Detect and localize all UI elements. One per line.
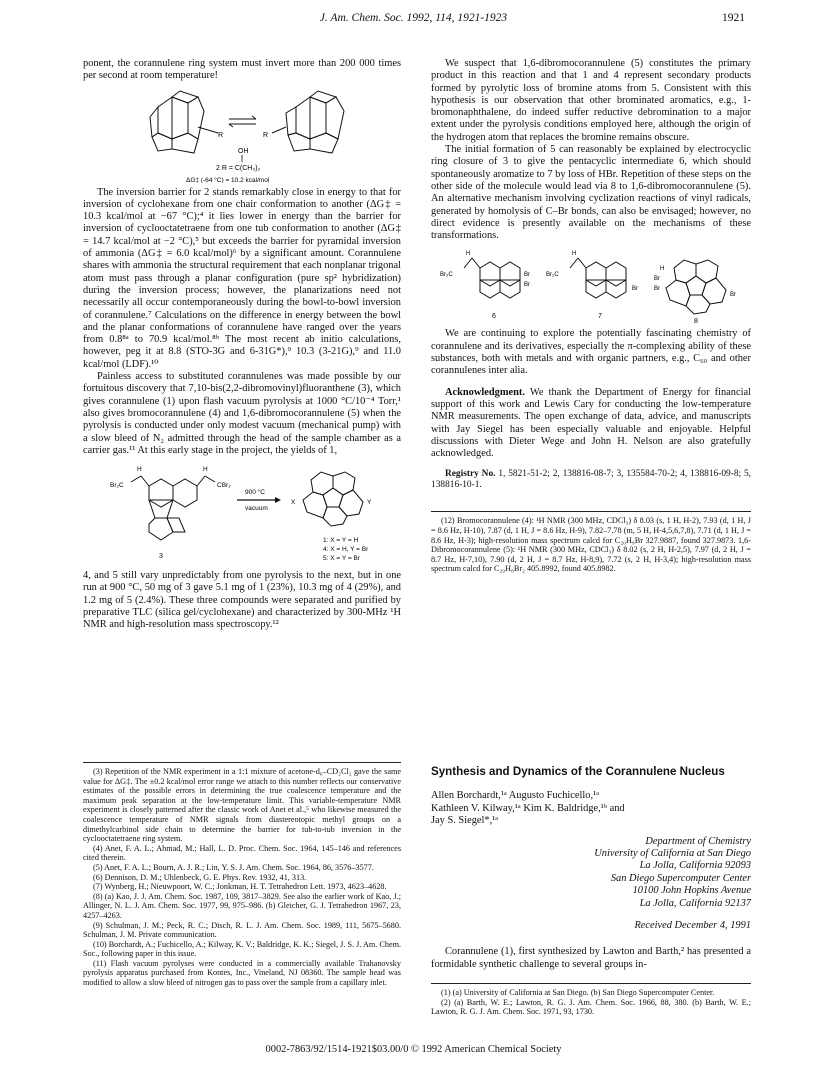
footnote: (3) Repetition of the NMR experiment in a 1:1 mixture of acetone-d₆–CD₂Cl₂ gave the same value for ΔG‡. The ±0.2 kcal/mol error range we attach to this number reflects our conservative estimates of the possible errors in determining the true coalescence temperature and the maximum peak separation at the low-temperature limit. This variable-temperature NMR experiment is closely patterned after the classic work of Anet et al.,⁵ who likewise measured the coalescence temperature of NMR signals from diastereotopic methyl groups on a dimethylcarbinol side chain to determine the barrier for tub-to-tub inversion in the cyclooctatetraene ring system.: [83, 767, 401, 844]
h-label: H: [466, 251, 471, 258]
br-label: Br: [524, 272, 530, 279]
bowl-inversion-diagram: [132, 87, 352, 183]
legend-1: 1: X = Y = H: [323, 537, 359, 545]
h-label: H: [203, 466, 208, 474]
br2c-label: Br₂C: [110, 482, 124, 490]
h-label: H: [660, 266, 665, 273]
br-label: Br: [524, 282, 530, 289]
affiliation-line: San Diego Supercomputer Center: [610, 872, 751, 884]
acknowledgment-text: We thank the Department of Energy for financial support of this work and Lewis Cary for conducting the low-temperature NMR measurements. The open exchange of data, advice, and manuscripts with Jay Siegel has been especially valuable and enjoyable. Helpful discussions with Dieter Wege and John H. Nelson are also gratefully acknowledged.: [431, 386, 751, 460]
br2c-label: Br₂C: [440, 272, 453, 279]
footnote-rule: [431, 511, 751, 512]
footnote-12-block: [431, 516, 751, 574]
paragraph: The inversion barrier for 2 stands remarkably close in energy to that for inversion of cyclohexane from one chair conformation to another (ΔG‡ = 10.3 kcal/mol at −67 °C);⁴ it lies lower in energy than the barrier for inversion of cyclooctatetraene from one tub conformation to another (ΔG‡ = 14.7 kcal/mol at −2 °C),⁵ but exceeds the barrier for pyramidal inversion of ammonia (ΔG‡ = 6.0 kcal/mol)⁶ by a significant amount. Corannulene shares with ammonia the structural requirement that each nonplanar trigonal atom must pass through a planar configuration (pure sp² hybridization) during the inversion process; however, the planarizations need not necessarily all occur contemporaneously during the bowl-to-bowl inversion of corannulene.⁷ Calculations on the difference in energy between the bowl and the planar conformations of corannulene have ranged over the years from 0.8⁸ᵃ to 70.9 kcal/mol.⁸ᵇ The most recent ab initio calculations, however, peg it at 8.8 (STO-3G and 6-31G*),⁹ 10.3 (3-21G),⁹ and 11.0 kcal/mol (LDF).¹⁰: [83, 186, 401, 370]
cbr2-label: CBr₂: [217, 482, 231, 490]
article-title: Synthesis and Dynamics of the Corannulene Nucleus: [431, 765, 725, 778]
legend-4: 4: X = H, Y = Br: [323, 546, 369, 554]
figure-inversion: [83, 87, 401, 183]
br-label: Br: [730, 292, 736, 299]
footnote: (8) (a) Kao, J. J. Am. Chem. Soc. 1987, 109, 3817–3829. See also the earlier work of Kao, J.; Allinger, N. L. J. Am. Chem. Soc. 1977, 99, 975–986. (b) Gleicher, G. J. Tetrahedron 1967, 23, 4257–4263.: [83, 891, 401, 920]
registry-text: 1, 5821-51-2; 2, 138816-08-7; 3, 135584-70-2; 4, 138816-09-8; 5, 138816-10-1.: [431, 469, 751, 491]
energy-label: ΔG‡ (-64 °C) = 10.2 kcal/mol: [186, 176, 270, 183]
br2c-label: Br₂C: [546, 272, 559, 279]
acknowledgment-heading: Acknowledgment.: [445, 386, 525, 398]
journal-citation: J. Am. Chem. Soc. 1992, 114, 1921-1923: [319, 12, 508, 24]
oh-label: OH: [238, 147, 249, 155]
authors-line: Jay S. Siegel*,¹ᵃ: [431, 815, 499, 827]
page-footer: 0002-7863/92/1514-1921$03.00/0 © 1992 American Chemical Society: [265, 1044, 562, 1055]
compound-8-label: 8: [694, 318, 698, 325]
affiliation-line: La Jolla, California 92137: [639, 897, 751, 909]
affiliation-line: 10100 John Hopkins Avenue: [632, 885, 751, 897]
authors-line: Kathleen V. Kilway,¹ᵃ Kim K. Baldridge,¹ᵇ and: [431, 802, 625, 814]
footnote: (10) Borchardt, A.; Fuchicello, A.; Kilway, K. V.; Baldridge, K. K.; Siegel, J. S. J. Am. Chem. Soc., following paper in this issue.: [83, 939, 401, 959]
y-substituent-label: Y: [367, 499, 372, 507]
compound-2-label: 2 R = C(CH₃)₂: [216, 164, 261, 172]
compound-6-label: 6: [492, 313, 496, 321]
footnote: (1) (a) University of California at San Diego. (b) San Diego Supercomputer Center.: [441, 987, 715, 997]
r-label-right: R: [263, 131, 269, 139]
affiliation-line: Department of Chemistry: [645, 835, 751, 847]
page-number: 1921: [722, 12, 745, 24]
footnote-rule: [83, 762, 401, 763]
compound-7-label: 7: [598, 313, 602, 321]
registry-numbers: [431, 469, 751, 491]
paragraph: ponent, the corannulene ring system must invert more than 200 000 times per second at room temperature!: [83, 58, 401, 82]
footnote-rule: [431, 983, 751, 984]
legend-5: 5: X = Y = Br: [323, 555, 360, 563]
registry-heading: Registry No.: [445, 469, 496, 480]
left-footnotes: [83, 762, 401, 988]
paragraph: We suspect that 1,6-dibromocorannulene (5) constitutes the primary product in this reaction and that 1 and 4 represent secondary products formed by pyrolytic loss of bromine atoms from 5. Consistent with this hypothesis is our observation that other brominated aromatics, e.g., 1-bromonaphthalene, do indeed suffer reductive debromination to a major extent under the pyrolysis conditions employed here, although the origin of the hydrogen atom that replaces the bromine remains obscure.: [431, 58, 751, 143]
footnote: (4) Anet, F. A. L.; Ahmad, M.; Hall, L. D. Proc. Chem. Soc. 1964, 145–146 and references cited therein.: [83, 843, 401, 863]
footnote: (2) (a) Barth, W. E.; Lawton, R. G. J. Am. Chem. Soc. 1966, 88, 380. (b) Barth, W. E.; Lawton, R. G. J. Am. Chem. Soc. 1971, 93, 1730.: [431, 997, 751, 1017]
footnote: (12) Bromocorannulene (4): ¹H NMR (300 MHz, CDCl₃) δ 8.03 (s, 1 H, H-2), 7.93 (d, 1 H, J = 8.6 Hz, H-10), 7.87 (d, 1 H, J = 8.6 Hz, H-9), 7.82–7.78 (m, 5 H, H-4,5,6,7,8), 7.71 (d, 1 H, J = 8.6 Hz, H-3); high-resolution mass spectrum calcd for C₂₀H₉Br 327.9887, found 327.9873. 1,6-Dibromocorannulene (5): ¹H NMR (300 MHz, CDCl₃) δ 8.02 (s, 2 H, H-2,5), 7.97 (d, 2 H, J = 8.7 Hz, H-7,10), 7.90 (d, 2 H, J = 8.7 Hz, H-8,9), 7.72 (s, 2 H, H-3,4); high-resolution mass spectrum calcd for C₂₀H₈Br₂ 405.8992, found 405.8982.: [431, 516, 751, 574]
paragraph: We are continuing to explore the potentially fascinating chemistry of corannulene and its derivatives, especially the π-complexing ability of these substances, both with metals and with organic partners, e.g., C₆₀ and other corannulenes inter alia.: [431, 328, 751, 377]
running-header: [0, 12, 827, 28]
received-date: Received December 4, 1991: [634, 919, 751, 931]
paragraph: 4, and 5 still vary unpredictably from one pyrolysis to the next, but in one run at 900 °C, 50 mg of 3 gave 5.1 mg of 1 (23%), 10.3 mg of 4 (29%), and 1.2 mg of 5 (2.4%). These three compounds were separated and purified by preparative TLC (silica gel/cyclohexane) and characterized by 300-MHz ¹H NMR and high-resolution mass spectroscopy.¹²: [83, 570, 401, 631]
affiliations: [431, 836, 751, 933]
h-label: H: [137, 466, 142, 474]
right-column: [431, 58, 751, 574]
br-label: Br: [654, 286, 660, 293]
paragraph: Painless access to substituted corannulenes was made possible by our fortuitous discovery that 7,10-bis(2,2-dibromovinyl)fluoranthene (3), which gives corannulene (1) upon flash vacuum pyrolysis at 1000 °C/10⁻⁴ Torr,¹ also gives bromocorannulene (4) and 1,6-dibromocorannulene (5) when the pyrolysis is conducted under only modest vacuum (mechanical pump) with a slow bleed of N₂ admitted through the head of the sample chamber as a carrier gas.¹¹ At this early stage in the project, the yields of 1,: [83, 371, 401, 456]
footnote: (6) Dennison, D. M.; Uhlenbeck, G. E. Phys. Rev. 1932, 41, 313.: [93, 872, 307, 882]
figure-pyrolysis: [83, 460, 401, 568]
condition-temperature: 900 °C: [245, 489, 265, 497]
r-label: R: [218, 131, 224, 139]
paragraph: The initial formation of 5 can reasonably be explained by electrocyclic ring closure of 3 to give the pentacyclic intermediate 6, which should spontaneously aromatize to 7 by loss of HBr. Repetition of these steps on the other side of the molecule would lead via 8 to 1,6-dibromocorannulene (5). An alternative mechanism involving cyclization reactions of vinyl radicals, generated by homolysis of C–Br bonds, can also be envisaged; however, no direct evidence is presently available on the mechanisms of these transformations.: [431, 144, 751, 242]
next-article: [431, 766, 751, 1017]
affiliation-line: University of California at San Diego: [594, 847, 751, 859]
left-column: [83, 58, 401, 632]
author-list: [431, 790, 751, 827]
x-substituent-label: X: [291, 499, 296, 507]
footnote: (5) Anet, F. A. L.; Bourn, A. J. R.; Lin, Y. S. J. Am. Chem. Soc. 1964, 86, 3576–3577.: [93, 862, 374, 872]
figure-intermediates: [431, 246, 751, 324]
br-label: Br: [632, 286, 638, 293]
compound-3-label: 3: [159, 553, 163, 561]
condition-vacuum: vacuum: [245, 505, 268, 513]
authors-line: Allen Borchardt,¹ᵃ Augusto Fuchicello,¹ᵃ: [431, 790, 600, 802]
h-label: H: [572, 251, 577, 258]
footnote: (7) Wynberg, H.; Nieuwpoort, W. C.; Jonkman, H. T. Tetrahedron Lett. 1973, 4623–4628.: [93, 882, 387, 892]
affiliation-line: La Jolla, California 92093: [639, 860, 751, 872]
footnote: (11) Flash vacuum pyrolyses were conducted in a commercially available Trahanovsky pyrolysis apparatus purchased from Kontes, Inc., Vineland, NJ 08360. The sample head was modified to allow a slow bleed of nitrogen gas to pass over the sample from a capillary inlet.: [83, 958, 401, 988]
br-label: Br: [654, 276, 660, 283]
intermediates-scheme: [436, 246, 746, 324]
right-footnotes: [431, 983, 751, 1017]
intro-paragraph: Corannulene (1), first synthesized by Lawton and Barth,² has presented a formidable synthetic challenge to several groups in-: [431, 946, 751, 970]
footnote: (9) Schulman, J. M.; Peck, R. C.; Disch, R. L. J. Am. Chem. Soc. 1989, 111, 5675–5680. Schulman, J. M. Private communication.: [83, 920, 401, 940]
acknowledgment: [431, 387, 751, 461]
pyrolysis-scheme: [97, 460, 387, 568]
